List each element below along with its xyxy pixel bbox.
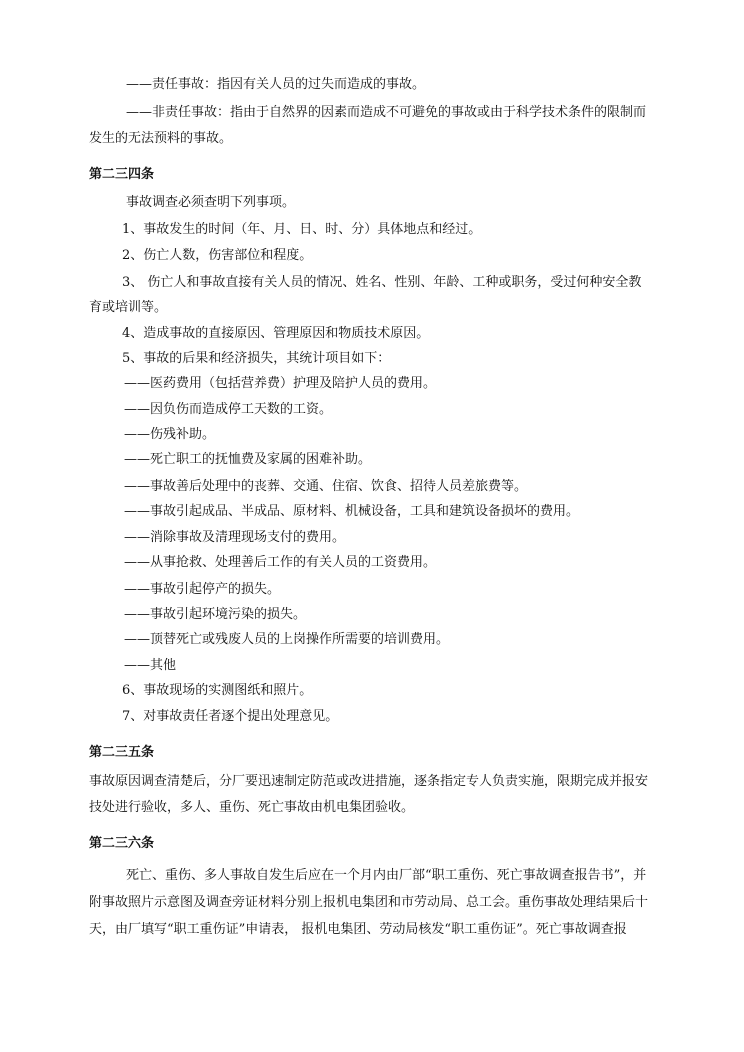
text-line: ——事故引起停产的损失。 bbox=[124, 582, 281, 597]
text-line: ——伤残补助。 bbox=[124, 427, 216, 442]
text-line: 事故调查必须查明下列事项。 bbox=[126, 195, 296, 210]
text-line: 6、事故现场的实测图纸和照片。 bbox=[122, 683, 313, 698]
article-heading: 第二三六条 bbox=[89, 836, 155, 851]
text-line: 4、造成事故的直接原因、管理原因和物质技术原因。 bbox=[122, 326, 430, 341]
text-line: ——因负伤而造成停工天数的工资。 bbox=[124, 402, 333, 417]
text-line: 育或培训等。 bbox=[89, 300, 168, 315]
article-heading: 第二三五条 bbox=[89, 745, 155, 760]
text-line: ——事故引起成品、半成品、原材料、机械设备，工具和建筑设备损坏的费用。 bbox=[124, 504, 580, 519]
text-line: 发生的无法预料的事故。 bbox=[89, 131, 233, 146]
text-line: 死亡、重伤、多人事故自发生后应在一个月内由厂部“职工重伤、死亡事故调查报告书”，并 bbox=[126, 868, 647, 883]
text-line: ——非责任事故：指由于自然界的因素而造成不可避免的事故或由于科学技术条件的限制而 bbox=[126, 105, 647, 120]
text-line: 技处进行验收，多人、重伤、死亡事故由机电集团验收。 bbox=[89, 800, 415, 815]
text-line: 7、对事故责任者逐个提出处理意见。 bbox=[122, 709, 339, 724]
text-line: ——消除事故及清理现场支付的费用。 bbox=[124, 530, 346, 545]
text-line: ——医药费用（包括营养费）护理及陪护人员的费用。 bbox=[124, 376, 437, 391]
article-heading: 第二三四条 bbox=[89, 167, 155, 182]
text-line: 2、伤亡人数，伤害部位和程度。 bbox=[122, 248, 313, 263]
text-line: ——顶替死亡或残废人员的上岗操作所需要的培训费用。 bbox=[124, 632, 450, 647]
text-line: ——其他 bbox=[124, 658, 177, 673]
text-line: ——死亡职工的抚恤费及家属的困难补助。 bbox=[124, 452, 372, 467]
text-line: ——事故引起环境污染的损失。 bbox=[124, 607, 307, 622]
text-line: 5、事故的后果和经济损失，其统计项目如下： bbox=[122, 351, 391, 366]
text-line: 3、 伤亡人和事故直接有关人员的情况、姓名、性别、年龄、工种或职务，受过何种安全教 bbox=[122, 275, 642, 290]
text-line: ——责任事故：指因有关人员的过失而造成的事故。 bbox=[126, 77, 426, 92]
text-line: 1、事故发生的时间（年、月、日、时、分）具体地点和经过。 bbox=[122, 222, 482, 237]
text-line: 天，由厂填写“职工重伤证”申请表， 报机电集团、劳动局核发“职工重伤证”。死亡事故调查报 bbox=[89, 922, 627, 937]
text-line: 事故原因调查清楚后，分厂要迅速制定防范或改进措施，逐条指定专人负责实施，限期完成并报安 bbox=[89, 774, 649, 789]
text-line: 附事故照片示意图及调查旁证材料分别上报机电集团和市劳动局、总工会。重伤事故处理结果后十 bbox=[89, 895, 649, 910]
text-line: ——事故善后处理中的丧葬、交通、住宿、饮食、招待人员差旅费等。 bbox=[124, 479, 528, 494]
text-line: ——从事抢救、处理善后工作的有关人员的工资费用。 bbox=[124, 555, 437, 570]
